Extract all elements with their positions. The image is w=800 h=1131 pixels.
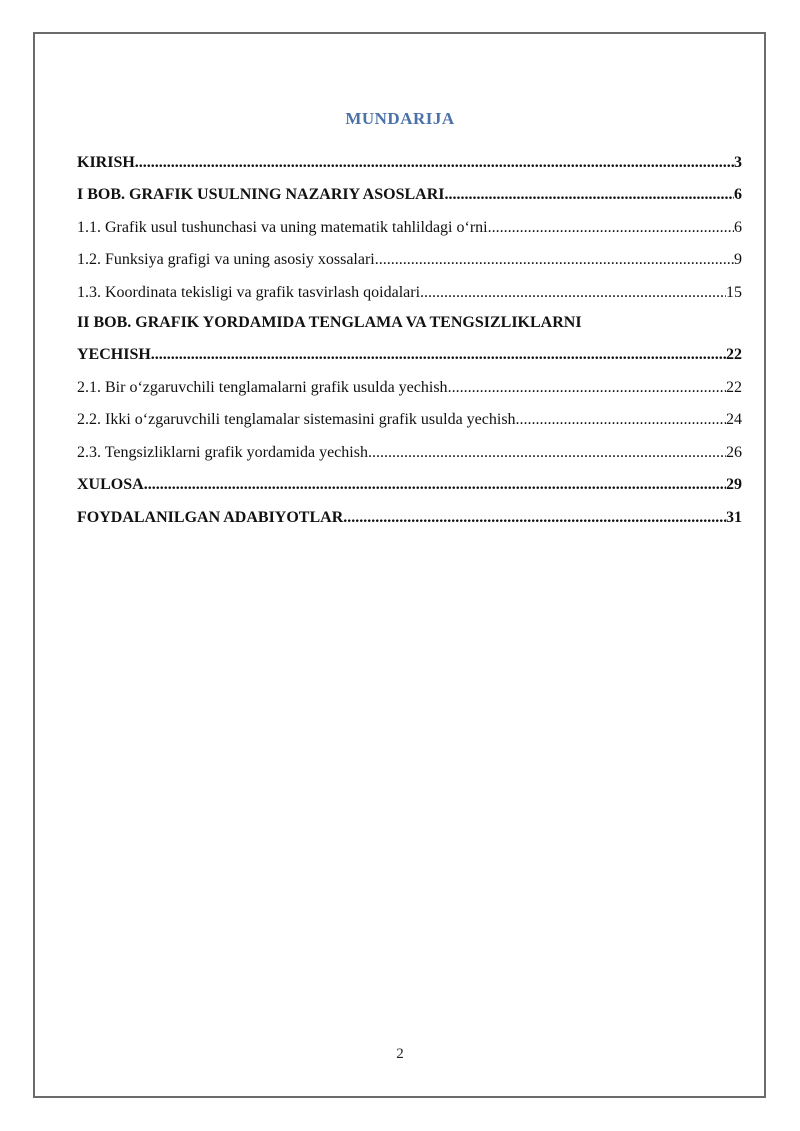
toc-entry-label: KIRISH [77, 153, 135, 171]
toc-leader-dots [151, 345, 726, 365]
toc-leader-dots [343, 508, 726, 528]
toc-entry-label: 2.1. Bir o‘zgaruvchili tenglamalarni grafik usulda yechish [77, 378, 448, 396]
toc-entry[interactable] [77, 333, 742, 366]
toc-entry-label: YECHISH [77, 346, 151, 363]
toc-entry-page: 9 [734, 251, 742, 268]
page-number: 2 [396, 1046, 404, 1062]
page-title: MUNDARIJA [345, 109, 455, 128]
toc-entry[interactable] [77, 430, 742, 463]
toc-entry-page: 22 [726, 378, 742, 396]
toc-entry[interactable] [77, 140, 742, 173]
toc-entry-heading-line[interactable] [77, 303, 742, 333]
toc-leader-dots [420, 283, 726, 303]
toc-entry-label: 2.2. Ikki o‘zgaruvchili tenglamalar sistemasini grafik usulda yechish [77, 411, 516, 428]
toc-entry[interactable] [77, 270, 742, 303]
toc-leader-dots [375, 250, 734, 270]
toc-entry-page: 26 [726, 443, 742, 461]
toc-entry-page: 3 [734, 153, 742, 171]
toc-entry[interactable] [77, 205, 742, 238]
toc-leader-dots [444, 185, 734, 205]
toc-entry-page: 22 [726, 346, 742, 363]
toc-entry-page: 6 [734, 186, 742, 203]
toc-entry[interactable] [77, 173, 742, 206]
toc-entry[interactable] [77, 463, 742, 496]
table-of-contents [77, 140, 742, 528]
toc-entry-label: 1.2. Funksiya grafigi va uning asosiy xossalari [77, 251, 375, 268]
toc-entry[interactable] [77, 238, 742, 271]
toc-leader-dots [448, 378, 726, 398]
toc-leader-dots [144, 475, 726, 495]
toc-leader-dots [488, 218, 734, 238]
toc-entry-page: 29 [726, 476, 742, 493]
toc-entry-label: 1.1. Grafik usul tushunchasi va uning matematik tahlildagi o‘rni [77, 218, 488, 236]
toc-entry-label: 2.3. Tengsizliklarni grafik yordamida yechish [77, 443, 368, 461]
toc-entry-page: 31 [726, 508, 742, 526]
toc-entry-page: 6 [734, 218, 742, 236]
toc-leader-dots [135, 153, 734, 173]
toc-entry-label: 1.3. Koordinata tekisligi va grafik tasvirlash qoidalari [77, 283, 421, 301]
toc-entry[interactable] [77, 398, 742, 431]
toc-entry[interactable] [77, 495, 742, 528]
toc-entry[interactable] [77, 365, 742, 398]
toc-entry-label: XULOSA [77, 476, 144, 493]
toc-entry-label: I BOB. GRAFIK USULNING NAZARIY ASOSLARI [77, 186, 445, 203]
toc-entry-label: II BOB. GRAFIK YORDAMIDA TENGLAMA VA TENGSIZLIKLARNI [77, 313, 582, 331]
toc-leader-dots [516, 410, 726, 430]
toc-entry-page: 15 [726, 283, 742, 301]
toc-leader-dots [368, 443, 726, 463]
toc-entry-page: 24 [726, 411, 742, 428]
toc-entry-label: FOYDALANILGAN ADABIYOTLAR [77, 508, 344, 526]
